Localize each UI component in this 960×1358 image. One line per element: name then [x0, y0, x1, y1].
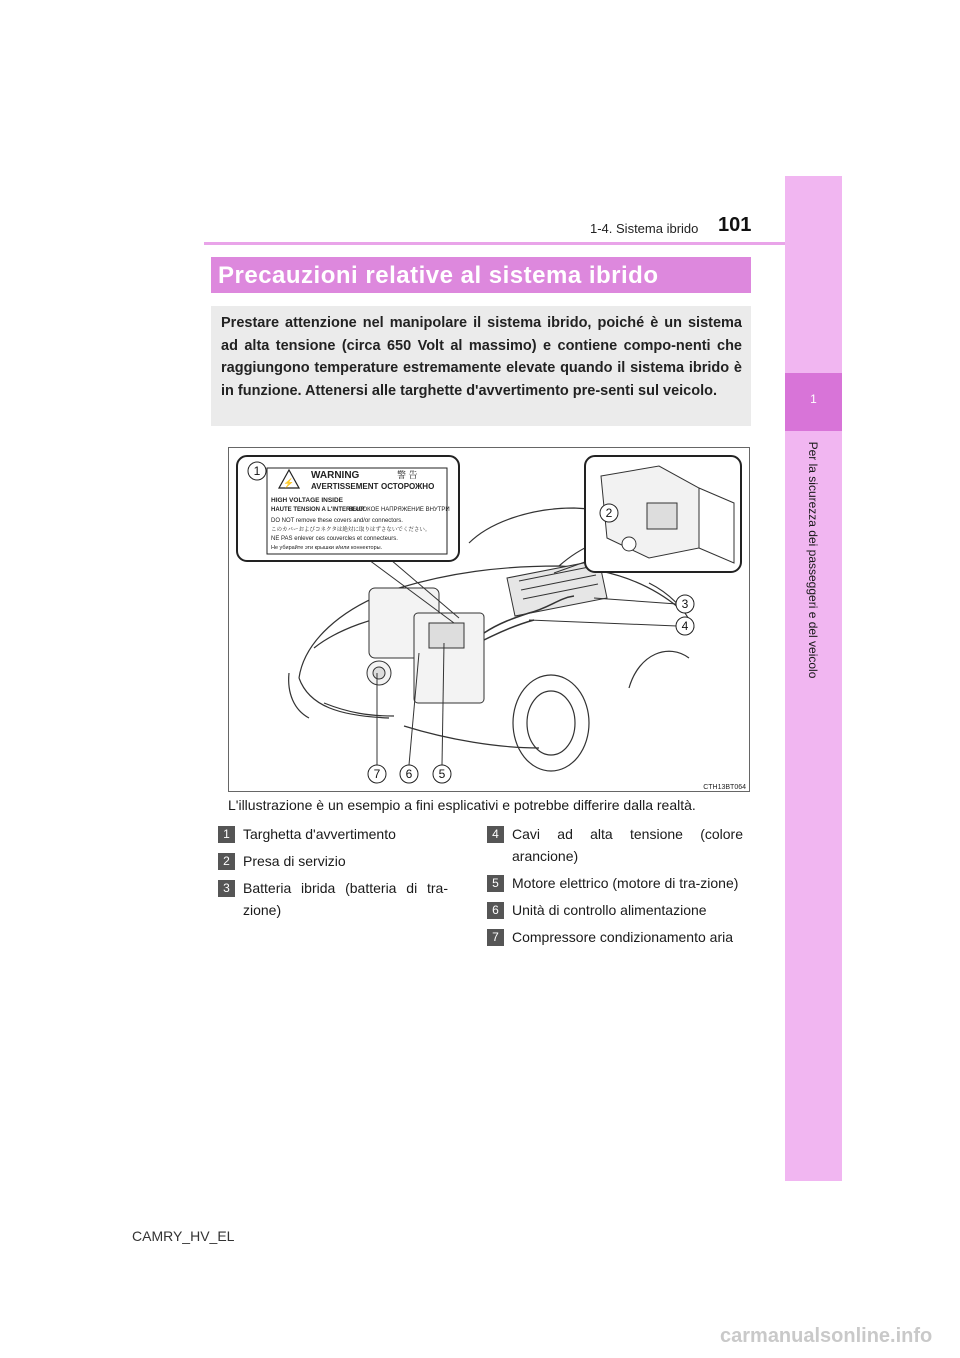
- illustration-caption: L'illustrazione è un esempio a fini esplicativi e potrebbe differire dalla realtà.: [228, 797, 696, 813]
- legend-number-badge: 6: [487, 902, 504, 919]
- svg-text:⚡: ⚡: [283, 478, 295, 488]
- legend-text: Batteria ibrida (batteria di tra-zione): [243, 880, 448, 918]
- label-line4: HAUTE TENSION A L'INTERIEUR: [271, 507, 365, 513]
- legend-item: [487, 872, 743, 894]
- intro-text: Prestare attenzione nel manipolare il sistema ibrido, poiché è un sistema ad alta tensione (circa 650 Volt al massimo) e contiene compo-nenti che raggiungono temperature estremamente elevate quando il sistema ibrido è in funzione. Attenersi alle targhette d'avvertimento pre-senti sul veicolo.: [221, 315, 742, 399]
- legend-text: Cavi ad alta tensione (colore arancione): [512, 826, 743, 864]
- legend-item: [218, 823, 448, 845]
- callout-4: 4: [681, 619, 689, 633]
- label-line2a: AVERTISSEMENT: [311, 482, 379, 491]
- legend-text: Unità di controllo alimentazione: [512, 902, 707, 918]
- legend-number-badge: 7: [487, 929, 504, 946]
- label-line3: HIGH VOLTAGE INSIDE: [271, 497, 343, 504]
- header-divider: [204, 242, 785, 245]
- legend-number-badge: 2: [218, 853, 235, 870]
- label-line1-jp: 警 告: [397, 470, 418, 480]
- callout-1: 1: [253, 464, 261, 478]
- label-line7: NE PAS enlever ces couvercles et connecteurs.: [271, 536, 398, 542]
- legend-item: [487, 899, 743, 921]
- page-title: Precauzioni relative al sistema ibrido: [218, 262, 659, 289]
- legend-text: Compressore condizionamento aria: [512, 929, 733, 945]
- label-line1: WARNING: [311, 470, 360, 481]
- callout-7: 7: [373, 767, 381, 781]
- legend-left-column: [218, 823, 448, 926]
- legend-number-badge: 4: [487, 826, 504, 843]
- callout-6: 6: [405, 767, 413, 781]
- legend-text: Presa di servizio: [243, 853, 346, 869]
- label-line2b: ОСТОРОЖНО: [381, 482, 435, 491]
- car-diagram: [229, 448, 751, 793]
- callout-5: 5: [438, 767, 446, 781]
- label-line4b: ВЫСОКОЕ НАПРЯЖЕНИЕ ВНУТРИ: [349, 507, 450, 513]
- legend-item: [218, 877, 448, 921]
- legend-text: Targhetta d'avvertimento: [243, 826, 396, 842]
- chapter-number-tab: 1: [785, 373, 842, 431]
- page-number: 101: [718, 214, 752, 236]
- label-line6: このカバーおよびコネクタは絶対に取りはずさないでください。: [271, 527, 431, 533]
- label-line5: DO NOT remove these covers and/or connectors.: [271, 518, 403, 524]
- legend-number-badge: 1: [218, 826, 235, 843]
- legend-item: [218, 850, 448, 872]
- legend-text: Motore elettrico (motore di tra-zione): [512, 875, 739, 891]
- legend-number-badge: 5: [487, 875, 504, 892]
- hybrid-system-illustration: [228, 447, 750, 792]
- engine-block: [367, 588, 484, 703]
- section-heading: 1-4. Sistema ibrido: [590, 221, 699, 236]
- callout-2: 2: [605, 506, 613, 520]
- legend-item: [487, 926, 743, 948]
- label-line8: Не убирайте эти крышки и/или коннекторы.: [271, 545, 383, 551]
- chapter-title-vertical: Per la sicurezza dei passeggeri e del veicolo: [806, 441, 820, 679]
- legend-item: [487, 823, 743, 867]
- watermark-link[interactable]: carmanualsonline.info: [720, 1325, 933, 1347]
- legend-right-column: [487, 823, 743, 953]
- footer-model-code: CAMRY_HV_EL: [132, 1228, 235, 1244]
- illustration-code: CTH13BT064: [703, 784, 746, 791]
- callout-3: 3: [681, 597, 689, 611]
- warning-label-inset: [237, 456, 459, 561]
- legend-number-badge: 3: [218, 880, 235, 897]
